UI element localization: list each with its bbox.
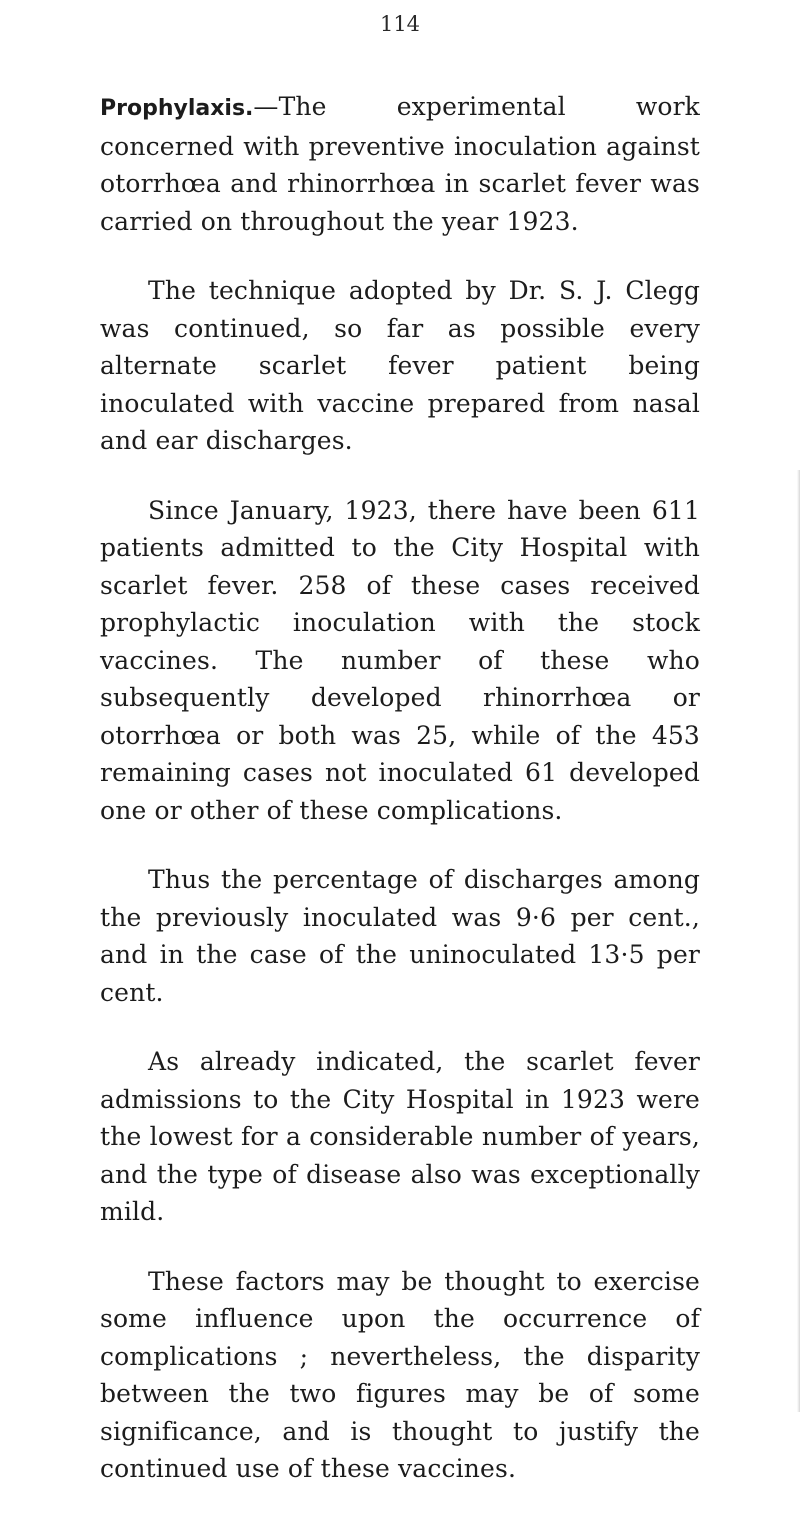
page-number: 114 (379, 12, 421, 36)
paragraph-conclusion: These factors may be thought to exercise some influence upon the occurrence of complications ; nevertheless, the disparity between the two figures may be of some significance, and is thought to justify the continued use of these vaccines. (100, 1266, 700, 1483)
section-heading: Prophylaxis. (100, 96, 254, 121)
paragraph-percentages: Thus the percentage of discharges among the previously inoculated was 9·6 per cent., and in the case of the uninoculated 13·5 per cent. (100, 865, 700, 1007)
paragraph-admissions: Since January, 1923, there have been 611 patients admitted to the City Hospital with scarlet fever. 258 of these cases received prophylactic inoculation with the stock vaccines. The number of these who subsequently developed rhinorrhœa or otorrhœa or both was 25, while of the 453 remaining cases not inoculated 61 developed one or other of these complications. (100, 495, 700, 825)
paragraph-type-of-disease: As already indicated, the scarlet fever admissions to the City Hospital in 1923 were the lowest for a considerable number of years, and the type of disease also was exceptionally mild. (100, 1047, 700, 1226)
paragraph-intro-text: —The experimental work concerned with preventive inoculation against otorrhœa and rhinorrhœa in scarlet fever was carried on throughout the year 1923. (100, 92, 700, 236)
paragraph-prophylaxis (100, 88, 700, 240)
paragraph-technique: The technique adopted by Dr. S. J. Clegg was continued, so far as possible every alternate scarlet fever patient being inoculated with vaccine prepared from nasal and ear discharges. (100, 276, 700, 455)
document-body (100, 88, 700, 1520)
